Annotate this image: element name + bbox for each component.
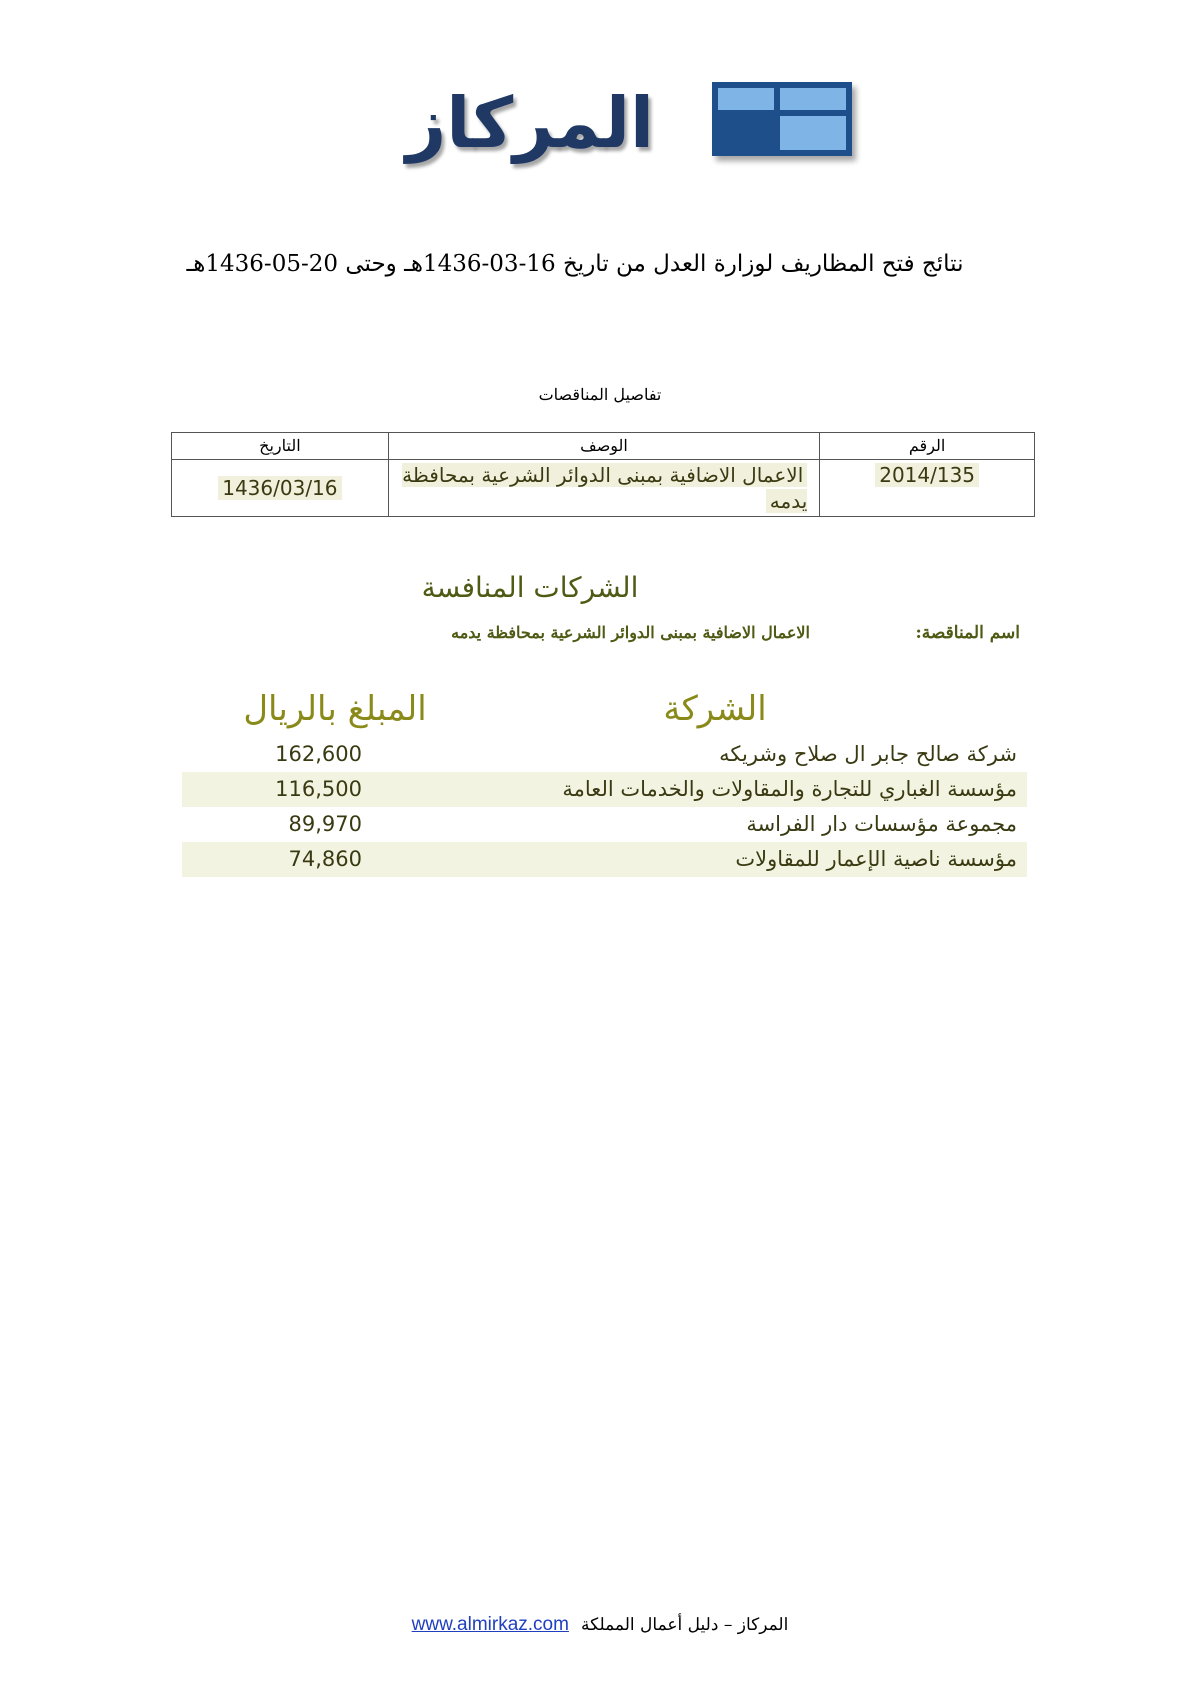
- bidder-amount: 74,860: [288, 847, 362, 871]
- almirkaz-logo: [370, 78, 870, 168]
- header-number: الرقم: [820, 433, 1035, 460]
- table-header-row: [172, 433, 1035, 460]
- competitors-heading: الشركات المنافسة: [421, 571, 639, 604]
- bidder-name: مؤسسة ناصية الإعمار للمقاولات: [735, 847, 1017, 871]
- tender-name-value: الاعمال الاضافية بمبنى الدوائر الشرعية بمحافظة يدمه: [451, 623, 810, 642]
- bidders-list: [182, 737, 1027, 877]
- tender-details-label: تفاصيل المناقصات: [538, 385, 662, 404]
- bidder-name: مؤسسة الغباري للتجارة والمقاولات والخدمات العامة: [562, 777, 1017, 801]
- tender-date: 1436/03/16: [218, 476, 341, 500]
- tender-description-cell: [388, 460, 820, 517]
- logo-grid-icon: [712, 82, 852, 156]
- amount-column-header: المبلغ بالريال: [243, 689, 427, 729]
- tender-number-cell: [820, 460, 1035, 517]
- bidder-amount: 89,970: [288, 812, 362, 836]
- page-footer: [300, 1612, 900, 1638]
- list-item: [182, 807, 1027, 842]
- header-date: التاريخ: [172, 433, 389, 460]
- tender-name-row: [360, 618, 1020, 648]
- tender-details-table: [171, 432, 1035, 517]
- footer-text: المركاز – دليل أعمال المملكة: [580, 1615, 789, 1635]
- website-link[interactable]: www.almirkaz.com: [411, 1614, 569, 1635]
- tender-description: الاعمال الاضافية بمبنى الدوائر الشرعية بمحافظة يدمه: [402, 463, 808, 513]
- list-item: [182, 737, 1027, 772]
- logo-wordmark: المركاز: [405, 82, 655, 164]
- bidder-name: شركة صالح جابر ال صلاح وشريكه: [719, 742, 1017, 766]
- list-item: [182, 842, 1027, 877]
- page-title: نتائج فتح المظاريف لوزارة العدل من تاريخ 16-03-1436هـ وحتى 20-05-1436هـ: [186, 251, 964, 277]
- bidder-name: مجموعة مؤسسات دار الفراسة: [746, 812, 1017, 836]
- bidder-amount: 162,600: [275, 742, 362, 766]
- company-column-header: الشركة: [663, 689, 767, 729]
- header-description: الوصف: [388, 433, 820, 460]
- tender-date-cell: [172, 460, 389, 517]
- list-item: [182, 772, 1027, 807]
- tender-name-label: اسم المناقصة:: [915, 623, 1020, 643]
- table-row: [172, 460, 1035, 517]
- bidder-amount: 116,500: [275, 777, 362, 801]
- tender-number: 2014/135: [875, 463, 979, 487]
